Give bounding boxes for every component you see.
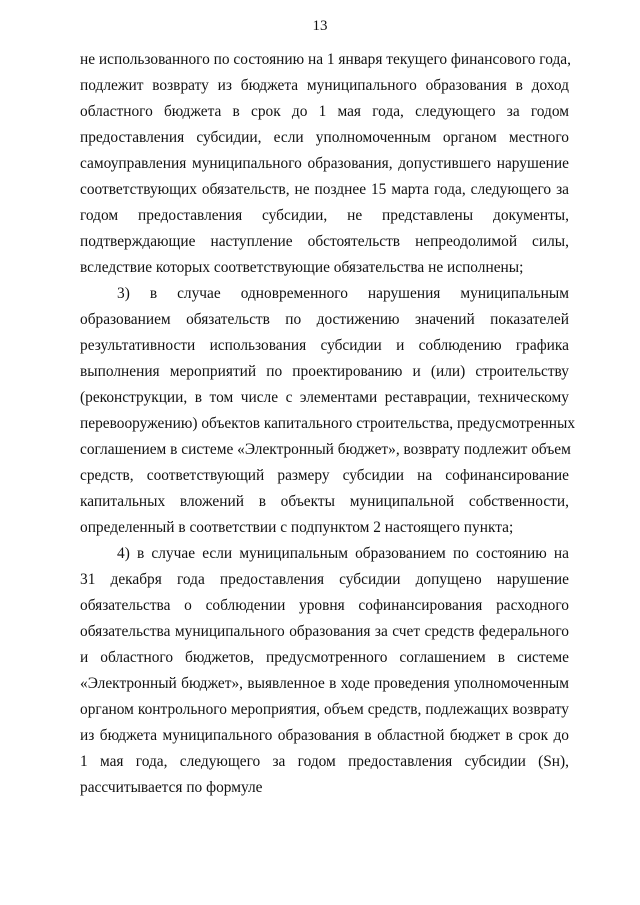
text-line: органом контрольного мероприятия, объем средств, подлежащих возврату (80, 701, 569, 718)
text-line: рассчитывается по формуле (80, 779, 263, 796)
text-line: соглашением в системе «Электронный бюджет», возврату подлежит объем (80, 441, 571, 458)
paragraph-continuation (80, 47, 569, 281)
text-line: определенный в соответствии с подпунктом 2 настоящего пункта; (80, 519, 514, 536)
text-line: 1 мая года, следующего за годом предоставления субсидии (Sн), (80, 753, 569, 770)
text-line: вследствие которых соответствующие обязательства не исполнены; (80, 259, 524, 276)
text-line: 3) в случае одновременного нарушения муниципальным (117, 285, 569, 302)
text-line: выполнения мероприятий по проектированию и (или) строительству (80, 363, 569, 380)
text-line: «Электронный бюджет», выявленное в ходе проведения уполномоченным (80, 675, 569, 692)
text-line: результативности использования субсидии и соблюдению графика (80, 337, 569, 354)
paragraph-item-3 (80, 281, 576, 541)
text-line: годом предоставления субсидии, не представлены документы, (80, 207, 569, 224)
text-line: самоуправления муниципального образования, допустившего нарушение (80, 155, 569, 172)
text-line: 31 декабря года предоставления субсидии допущено нарушение (80, 571, 569, 588)
text-line: обязательства о соблюдении уровня софинансирования расходного (80, 597, 569, 614)
document-body (80, 47, 576, 801)
text-line: капитальных вложений в объекты муниципальной собственности, (80, 493, 569, 510)
text-line: средств, соответствующий размеру субсидии на софинансирование (80, 467, 569, 484)
text-line: не использованного по состоянию на 1 января текущего финансового года, (80, 51, 571, 68)
text-line: и областного бюджетов, предусмотренного соглашением в системе (80, 649, 569, 666)
text-line: 4) в случае если муниципальным образованием по состоянию на (117, 545, 569, 562)
page-number: 13 (312, 18, 328, 34)
paragraph-item-4 (80, 541, 569, 801)
text-line: из бюджета муниципального образования в областной бюджет в срок до (80, 727, 569, 744)
text-line: подлежит возврату из бюджета муниципального образования в доход (80, 77, 569, 94)
text-line: образованием обязательств по достижению значений показателей (80, 311, 569, 328)
text-line: обязательства муниципального образования за счет средств федерального (80, 623, 569, 640)
text-line: предоставления субсидии, если уполномоченным органом местного (80, 129, 569, 146)
text-line: подтверждающие наступление обстоятельств непреодолимой силы, (80, 233, 569, 250)
text-line: областного бюджета в срок до 1 мая года, следующего за годом (80, 103, 569, 120)
text-line: (реконструкции, в том числе с элементами реставрации, техническому (80, 389, 569, 406)
text-line: соответствующих обязательств, не позднее 15 марта года, следующего за (80, 181, 569, 198)
text-line: перевооружению) объектов капитального строительства, предусмотренных (80, 415, 576, 432)
